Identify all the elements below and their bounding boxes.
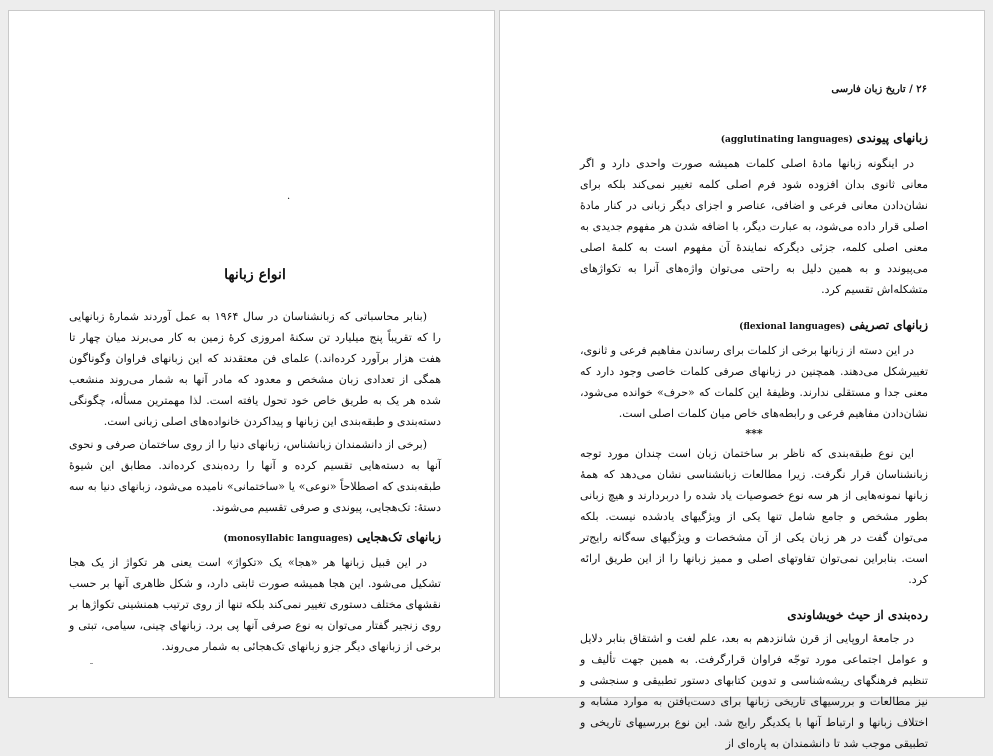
right-page-body bbox=[580, 119, 928, 756]
section-title: زبانهای تصریفی bbox=[849, 318, 928, 332]
stray-mark: . bbox=[287, 191, 291, 202]
section-monosyllabic bbox=[69, 528, 441, 657]
print-mark bbox=[90, 663, 93, 664]
section-title: رده‌بندی از حیث خویشاوندی bbox=[787, 608, 928, 622]
section-agglutinating bbox=[580, 129, 928, 300]
section-title: زبانهای پیوندی bbox=[856, 131, 928, 145]
section-title-en: (flexional languages) bbox=[739, 322, 846, 332]
chapter-title: انواع زبانها bbox=[224, 267, 286, 283]
section-heading bbox=[69, 528, 441, 548]
paragraph: این نوع طبقه‌بندی که ناظر بر ساختمان زبان است چندان مورد توجه زبانشناسان قرار نگرفت. زیرا مطالعات زبانشناسی نشان می‌دهد که همهٔ زبانها نمونه‌هایی از هر سه نوع خصوصیات یاد شده را دربردارند و هیچ زبانی بطور مشخص و جامع شامل تنها یکی از ویژگیهای یادشده نیست. بلکه می‌توان گفت در هر زبان یکی از آن مشخصات و ویژگیهای سه‌گانه رایج‌تر است. بنابراین نمی‌توان تفاوتهای اصلی و ممیز زبانها را از این طریق ارائه کرد. bbox=[580, 447, 928, 586]
paragraph: در اینگونه زبانها مادهٔ اصلی کلمات همیشه صورت واحدی دارد و اگر معانی ثانوی بدان افزوده شود فرم اصلی کلمه تغییر نمی‌کند بلکه برای نشان‌دادن معانی فرعی و اضافی، عناصر و اجزای دیگر زبانی در کنار مادهٔ اصلی قرار داده می‌شود، به عبارت دیگر، با اضافه شدن هر مفهوم جدیدی به معنی اصلی کلمه، جزئی دیگرکه نمایندهٔ آن مفهوم است به کلمهٔ اصلی می‌پیوندد و به همین دلیل به راحتی می‌توان واژه‌های آنرا به تکواژهای متشکله‌اش تقسیم کرد. bbox=[580, 157, 928, 296]
section-flexional bbox=[580, 316, 928, 590]
running-head: ۲۶ / تاریخ زبان فارسی bbox=[831, 84, 927, 95]
paragraph: (بنابر محاسباتی که زبانشناسان در سال ۱۹۶۴ به عمل آوردند شمارهٔ زبانهایی را که تقریباً پنج میلیارد تن سکنهٔ امروزی کرهٔ زمین به کار می‌برند میان چهار تا هفت هزار برآورد کرده‌اند.) علمای فن معتقدند که این زبانهای فراوان وگوناگون همگی از تعدادی زبان مشخص و معدود که مادر آنها به شمار می‌روند منشعب شده هر یک به طریق خاص خود تحول یافته است. لذا مهمترین مسأله، چگونگی دسته‌بندی و طبقه‌بندی این زبانها و پیداکردن خانواده‌های اصلی زبانی است. bbox=[69, 310, 441, 428]
paragraph: در جامعهٔ اروپایی از قرن شانزدهم به بعد، علم لغت و اشتقاق بنابر دلایل و عوامل اجتماعی مورد توجّه فراوان قرارگرفت. به همین جهت تألیف و تنظیم فرهنگهای ریشه‌شناسی و تدوین کتابهای دستور تطبیقی و سنجشی و نیز مطالعات و بررسیهای تاریخی زبانها برای دست‌یافتن به موارد مشابه و اختلاف زبانها و ارتباط آنها با یکدیگر رایج شد. این نوع بررسیهای تاریخی و تطبیقی موجب شد تا دانشمندان به پاره‌ای از bbox=[580, 632, 928, 750]
paragraph: در این دسته از زبانها برخی از کلمات برای رساندن مفاهیم فرعی و ثانوی، تغییرشکل می‌دهند. همچنین در زبانهای صرفی کلمات خاصی وجود دارد که معنی جدا و مستقلی ندارند. وظیفهٔ این کلمات که «حرف» خوانده می‌شود، نشان‌دادن مفاهیم فرعی و رابطه‌های خاص میان کلمات اصلی است. bbox=[579, 344, 928, 420]
right-page bbox=[499, 10, 985, 750]
separator-stars: *** bbox=[745, 427, 763, 440]
section-heading bbox=[580, 316, 928, 336]
paragraph: در این قبیل زبانها هر «هجا» یک «تکواژ» است یعنی هر تکواژ از یک هجا تشکیل می‌شود. این هجا همیشه صورت ثابتی دارد، و شکل ظاهری آنها بر حسب نقشهای مختلف دستوری تغییر نمی‌کند بلکه تنها از روی ترتیب همنشینی تکواژها بر روی زنجیر گفتار می‌توان به نوع صرفی آنها پی برد. زبانهای چینی، سیامی، تبتی و برخی از زبانهای دیگر جزو زبانهای تک‌هجائی به شمار می‌روند. bbox=[69, 556, 441, 653]
section-heading bbox=[580, 129, 928, 149]
paragraph: (برخی از دانشمندان زبانشناس، زبانهای دنیا را از روی ساختمان صرفی و نحوی آنها به دسته‌هایی تقسیم کرده و آنها را رده‌بندی کرده‌اند. مطابق این شیوهٔ طبقه‌بندی که اصطلاحاً «نوعی» یا «ساختمانی» نامیده می‌شود، زبانهای دنیا به سه دستهٔ: تک‌هجایی، پیوندی و صرفی تقسیم می‌شوند. bbox=[69, 438, 441, 514]
section-heading bbox=[580, 606, 928, 624]
left-page-body bbox=[69, 306, 441, 659]
section-kinship-classification bbox=[580, 606, 928, 754]
section-title: زبانهای تک‌هجایی bbox=[356, 530, 441, 544]
section-title-en: (agglutinating languages) bbox=[720, 135, 853, 145]
left-page bbox=[8, 10, 495, 698]
section-title-en: (monosyllabic languages) bbox=[223, 534, 353, 544]
